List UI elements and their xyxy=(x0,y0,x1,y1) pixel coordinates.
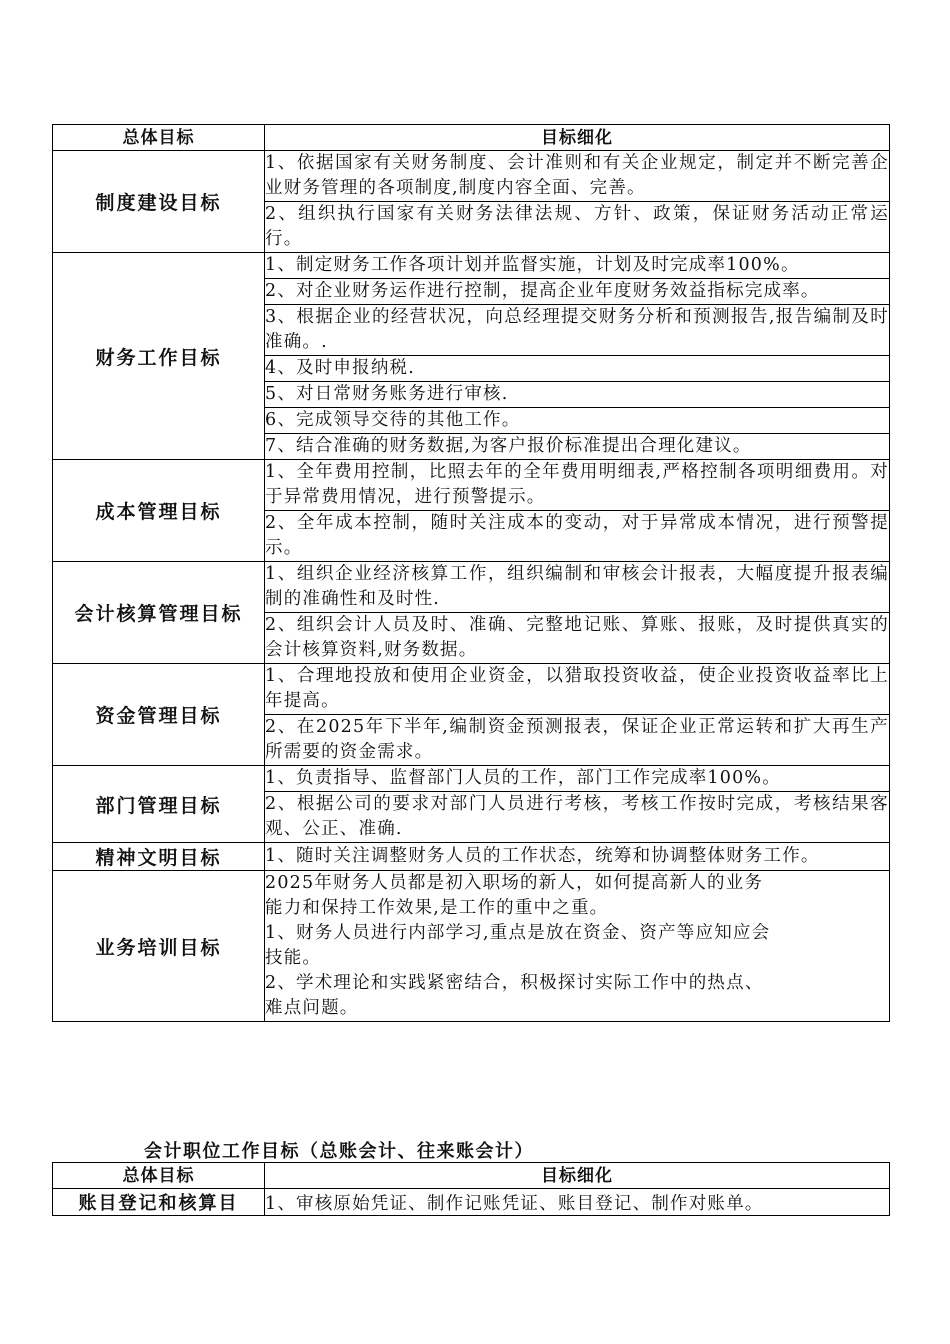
table-row xyxy=(53,253,890,279)
table-row xyxy=(53,151,890,202)
table-row xyxy=(53,843,890,871)
table-row xyxy=(53,562,890,613)
goal-detail: 1、依据国家有关财务制度、会计准则和有关企业规定，制定并不断完善企业财务管理的各项制度,制度内容全面、完善。 xyxy=(265,151,890,202)
goal-detail: 2、全年成本控制，随时关注成本的变动，对于异常成本情况，进行预警提示。 xyxy=(265,511,890,562)
table-row xyxy=(53,871,890,1022)
goal-detail xyxy=(265,871,890,1022)
header-goal-detail: 目标细化 xyxy=(265,125,890,151)
goal-detail: 3、根据企业的经营状况，向总经理提交财务分析和预测报告,报告编制及时准确。. xyxy=(265,305,890,356)
goal-detail-line: 能力和保持工作效果,是工作的重中之重。 xyxy=(265,898,609,918)
goal-detail: 1、负责指导、监督部门人员的工作，部门工作完成率100%。 xyxy=(265,766,890,792)
goal-category: 账目登记和核算目 xyxy=(53,1189,265,1216)
table-header-row xyxy=(53,125,890,151)
table-row xyxy=(53,766,890,792)
goal-detail: 2、根据公司的要求对部门人员进行考核，考核工作按时完成，考核结果客观、公正、准确. xyxy=(265,792,890,843)
goal-detail-line: 2、学术理论和实践紧密结合，积极探讨实际工作中的热点、 xyxy=(265,973,764,993)
goal-detail: 7、结合准确的财务数据,为客户报价标准提出合理化建议。 xyxy=(265,434,890,460)
table-row xyxy=(53,460,890,511)
goal-category: 财务工作目标 xyxy=(53,253,265,460)
goal-category: 成本管理目标 xyxy=(53,460,265,562)
goal-detail-line: 技能。 xyxy=(265,948,322,968)
goal-category: 精神文明目标 xyxy=(53,843,265,871)
goal-detail: 2、组织执行国家有关财务法律法规、方针、政策，保证财务活动正常运行。 xyxy=(265,202,890,253)
goal-detail-line: 2025年财务人员都是初入职场的新人，如何提高新人的业务 xyxy=(265,873,764,893)
section-subtitle: 会计职位工作目标（总账会计、往来账会计） xyxy=(144,1141,534,1162)
goal-detail: 2、对企业财务运作进行控制，提高企业年度财务效益指标完成率。 xyxy=(265,279,890,305)
table-row xyxy=(53,1189,890,1216)
accounting-goals-table xyxy=(52,1162,890,1216)
goal-detail: 1、制定财务工作各项计划并监督实施，计划及时完成率100%。 xyxy=(265,253,890,279)
goals-table xyxy=(52,124,890,1022)
table-header-row xyxy=(53,1163,890,1189)
goal-detail-line: 1、财务人员进行内部学习,重点是放在资金、资产等应知应会 xyxy=(265,923,771,943)
header-goal-detail: 目标细化 xyxy=(265,1163,890,1189)
goal-detail: 6、完成领导交待的其他工作。 xyxy=(265,408,890,434)
goal-detail-line: 难点问题。 xyxy=(265,998,359,1018)
goal-detail: 1、组织企业经济核算工作，组织编制和审核会计报表，大幅度提升报表编制的准确性和及时性. xyxy=(265,562,890,613)
goal-category: 会计核算管理目标 xyxy=(53,562,265,664)
goal-detail: 2、组织会计人员及时、准确、完整地记账、算账、报账，及时提供真实的会计核算资料,财务数据。 xyxy=(265,613,890,664)
goal-detail: 1、合理地投放和使用企业资金，以猎取投资收益，使企业投资收益率比上年提高。 xyxy=(265,664,890,715)
goal-detail: 1、随时关注调整财务人员的工作状态，统筹和协调整体财务工作。 xyxy=(265,843,890,871)
header-overall-goal: 总体目标 xyxy=(53,1163,265,1189)
goal-category: 制度建设目标 xyxy=(53,151,265,253)
goal-detail: 4、及时申报纳税. xyxy=(265,356,890,382)
goal-category: 部门管理目标 xyxy=(53,766,265,843)
goal-detail: 1、全年费用控制，比照去年的全年费用明细表,严格控制各项明细费用。对于异常费用情况，进行预警提示。 xyxy=(265,460,890,511)
goal-detail: 2、在2025年下半年,编制资金预测报表，保证企业正常运转和扩大再生产所需要的资金需求。 xyxy=(265,715,890,766)
goal-detail: 1、审核原始凭证、制作记账凭证、账目登记、制作对账单。 xyxy=(265,1189,890,1216)
goal-category: 资金管理目标 xyxy=(53,664,265,766)
goal-detail: 5、对日常财务账务进行审核. xyxy=(265,382,890,408)
header-overall-goal: 总体目标 xyxy=(53,125,265,151)
table-row xyxy=(53,664,890,715)
goal-category: 业务培训目标 xyxy=(53,871,265,1022)
